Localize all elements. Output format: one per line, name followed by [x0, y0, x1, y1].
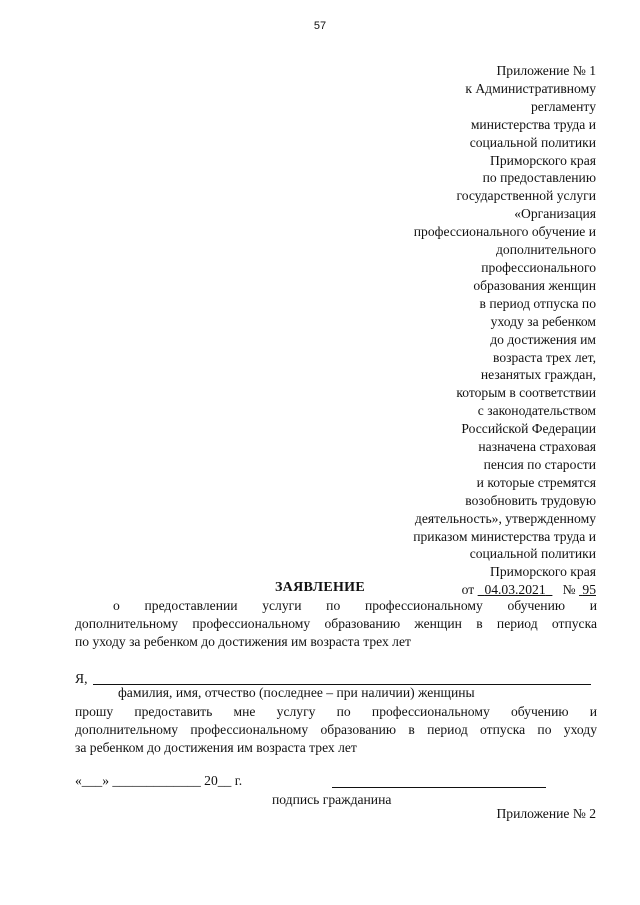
subject-line: дополнительному профессиональному образованию женщин в период отпуска — [75, 615, 597, 631]
request-line: дополнительному профессиональному образованию в период отпуска по уходу — [75, 721, 597, 737]
request-line: за ребенком до достижения им возраста трех лет — [75, 739, 357, 755]
appendix-line: до достижения им — [490, 331, 596, 347]
request-paragraph — [75, 703, 597, 757]
appendix-line: Приморского края — [490, 564, 596, 580]
subject-paragraph — [75, 597, 597, 651]
appendix-header — [296, 62, 596, 599]
appendix-line: «Организация — [514, 206, 596, 222]
appendix-line: в период отпуска по — [479, 295, 596, 311]
appendix-line: с законодательством — [477, 403, 596, 419]
request-line: прошу предоставить мне услугу по профессиональному обучению и — [75, 704, 597, 719]
signature-field[interactable] — [332, 787, 546, 788]
appendix-line: министерства труда и — [470, 116, 596, 132]
appendix-line: назначена страховая — [478, 439, 596, 455]
appendix-line: Приморского края — [490, 152, 596, 168]
application-date-field[interactable]: «___» _____________ 20__ г. — [75, 773, 243, 788]
appendix-line: по предоставлению — [482, 170, 596, 186]
appendix-line: приказом министерства труда и — [413, 528, 596, 544]
appendix-line: и которые стремятся — [476, 474, 596, 490]
appendix-line: социальной политики — [469, 546, 596, 562]
appendix-line: дополнительного — [495, 242, 596, 258]
applicant-prefix: Я, — [75, 671, 88, 686]
appendix-number-value: 95 — [582, 582, 596, 598]
page-number: 57 — [313, 20, 327, 32]
subject-line: о предоставлении услуги по профессиональному обучению и — [113, 598, 597, 613]
appendix-line: уходу за ребенком — [490, 313, 596, 329]
appendix-line: Российской Федерации — [461, 421, 596, 437]
document-title: ЗАЯВЛЕНИЕ — [274, 580, 365, 595]
appendix-line: которым в соответствии — [456, 385, 596, 401]
signature-caption: подпись гражданина — [272, 792, 392, 807]
appendix-line: пенсия по старости — [483, 456, 596, 472]
appendix-line: к Административному — [465, 80, 596, 96]
date-prefix: от — [461, 582, 475, 598]
applicant-name-caption: фамилия, имя, отчество (последнее – при наличии) женщины — [118, 685, 475, 700]
appendix-line: возраста трех лет, — [493, 349, 596, 365]
appendix-date-value: 04.03.2021 — [484, 582, 546, 598]
appendix-line: образования женщин — [473, 277, 596, 293]
appendix-line: профессионального — [481, 259, 596, 275]
appendix-line: возобновить трудовую — [465, 492, 596, 508]
appendix-line: государственной услуги — [456, 188, 596, 204]
appendix-line: незанятых граждан, — [480, 367, 596, 383]
appendix-line: социальной политики — [469, 134, 596, 150]
appendix-line: Приложение № 1 — [496, 63, 596, 78]
appendix-line: профессионального обучение и — [413, 224, 596, 240]
next-appendix-heading: Приложение № 2 — [496, 806, 596, 821]
number-prefix: № — [562, 582, 576, 598]
appendix-line: регламенту — [530, 98, 596, 114]
appendix-line: деятельность», утвержденному — [414, 510, 596, 526]
subject-line: по уходу за ребенком до достижения им возраста трех лет — [75, 633, 411, 649]
